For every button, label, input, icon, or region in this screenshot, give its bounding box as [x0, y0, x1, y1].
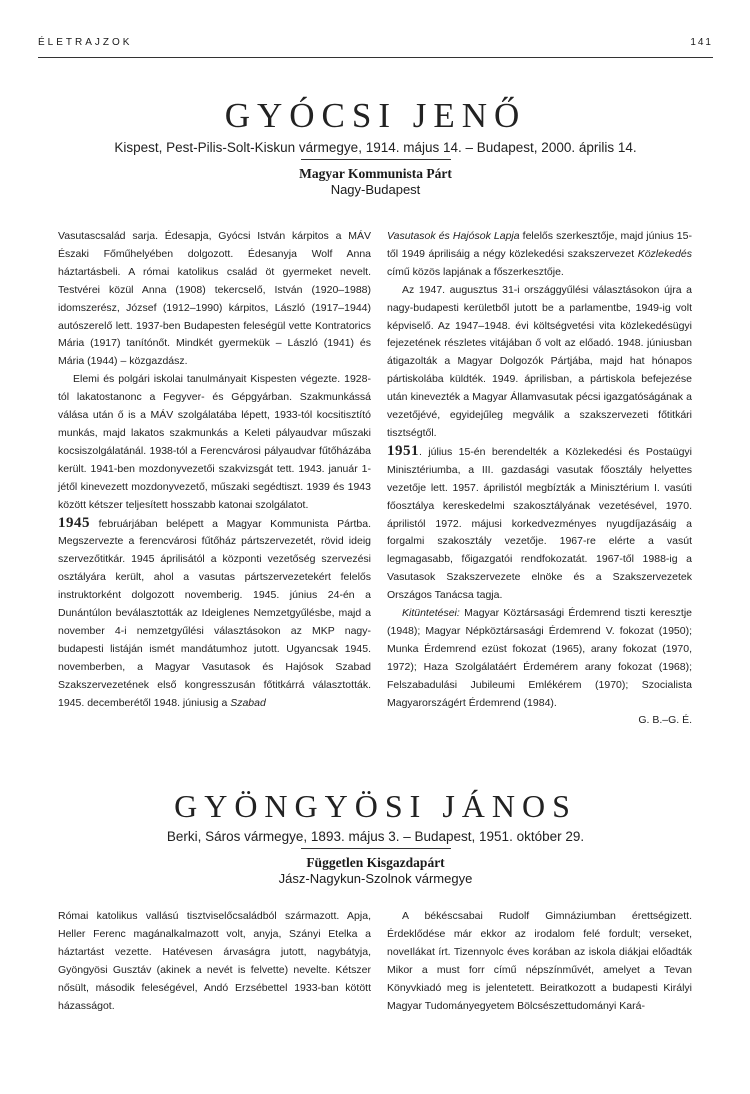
paragraph: Elemi és polgári iskolai tanulmányait Kispesten végezte. 1928-tól lakatostanonc a Fegyver- és Gépgyárban. Szakmunkássá válása után ő is a MÁV szolgálatába lépett, 1933-tól kocsitisztító munkás, majd lakatos szakmunkás a Keleti pályaudvar műszaki kocsiszolgálatánál. 1938-tól a Ferencvárosi pályaudvar fűtőházába került. 1941-ben mozdonyvezetői szakvizsgát tett. 1943. január 1-jétől kinevezett mozdonyvezető, műszaki segédtiszt. 1939 és 1943 között kétszer teljesített hosszabb katonai szolgálatot. — [58, 373, 371, 511]
entry-left-column — [58, 908, 371, 1015]
entry-left-column — [58, 228, 371, 712]
italic-text: Közlekedés — [637, 247, 692, 260]
header-rule — [38, 57, 713, 58]
paragraph-text: felelős szerkesztője, majd június 15-től 1949 áprilisáig a négy közlekedési szakszervezet — [387, 230, 692, 260]
running-head — [38, 37, 713, 53]
section-title: ÉLETRAJZOK — [38, 37, 133, 48]
entry-district: Nagy-Budapest — [330, 182, 421, 197]
entry-divider — [301, 159, 451, 160]
entry-birth-death: Berki, Sáros vármegye, 1893. május 3. – Budapest, 1951. október 29. — [166, 829, 585, 844]
entry-right-column — [387, 228, 692, 730]
entry-party: Független Kisgazdapárt — [306, 855, 445, 870]
paragraph: Vasutascsalád sarja. Édesapja, Gyócsi István kárpitos a MÁV Északi Főműhelyében dolgozott. Édesanyja Wolf Anna háztartásbeli. A római katolikus család öt gyermeket nevelt. Testvérei közül Anna (1908) tekercselő, István (1920–1988) idomszerész, József (1912–1990) kárpitos, László (1917–1944) autószerelő lett. 1937-ben Budapesten feleségül vette Kontratorics Mária (1917) tanítónőt. Mindkét gyermekük – László (1941) és Mária (1944) – közgazdász. — [58, 230, 371, 368]
paragraph-text: című közös lapjának a főszerkesztője. — [387, 265, 564, 278]
entry-divider — [301, 848, 451, 849]
entry-party: Magyar Kommunista Párt — [299, 166, 452, 181]
entry-district: Jász-Nagykun-Szolnok vármegye — [278, 871, 473, 886]
paragraph — [387, 443, 692, 605]
entry-name: GYÓCSI JENŐ — [224, 96, 527, 135]
author-signature: G. B.–G. É. — [638, 714, 692, 727]
italic-text: Kitüntetései: — [402, 607, 460, 620]
entry-birth-death: Kispest, Pest-Pilis-Solt-Kiskun vármegye, 1914. május 14. – Budapest, 2000. április 14. — [114, 140, 637, 155]
page-number: 141 — [690, 37, 713, 48]
paragraph-text: . július 15-én berendelték a Közlekedési és Postaügyi Minisztériumba, a III. gazdasági vasutak főosztály helyettes vezetője lett. 1957. áprilistól megbízták a Minisztérium I. vasúti főosztálya kereskedelmi szakosztályának vezetésével, 1970. áprilistól 1972. májusi korkedvezményes nyugdíjazásáig a forgalmi szakosztály vezetője. 1967-re elérte a vasút legmagasabb, főigazgatói rendfokozatát. 1967-től 1988-ig a Vasutasok Szakszervezete elnöke és a Szakszervezetek Országos Tanácsa tagja. — [387, 445, 692, 602]
entry-name: GYÖNGYÖSI JÁNOS — [174, 788, 577, 824]
paragraph: Római katolikus vallású tisztviselőcsaládból származott. Apja, Heller Ferenc magánalkalmazott volt, anyja, Szányi Etelka a háztartást vezette. Hatévesen árvaságra jutott, nagybátyja, Gyöngyösi Gusztáv (akinek a nevét is felvette) nevelte. Kétszer nősült, második feleségével, Andó Erzsébettel 1933-ban kötött házasságot. — [58, 910, 371, 1012]
year-initial: 1951 — [387, 442, 419, 459]
entry-heading — [38, 96, 713, 197]
italic-text: Vasutasok és Hajósok Lapja — [387, 230, 520, 242]
paragraph: Az 1947. augusztus 31-i országgyűlési választásokon újra a nagy-budapesti kerületből jutott be a parlamentbe, 1949-ig volt képviselő. Az 1947–1948. évi költségvetési vita közlekedésügyi fejezetének részletes vitájában ő volt az előadó. 1948. júniusban átigazolták a Magyar Dolgozók Pártjába, majd hat hónapos pártiskolába küldték. 1949. áprilisban, a pártiskola befejezése után kinevezték a Magyar Államvasutak pécsi igazgatóságának a vezetőjévé, egyidejűleg megválik a szakszervezeti főtitkári tisztségtől. — [387, 283, 692, 439]
paragraph: A békéscsabai Rudolf Gimnáziumban érettségizett. Érdeklődése már ekkor az irodalom felé fordult; verseket, noveIlákat írt. Tizennyolc éves korában az iskola diákjai előadták Mikor a must forr című népszínművét, amelyet a Tevan Könyvkiadó meg is jelentetett. Beiratkozott a budapesti Királyi Magyar Tudományegyetem Bölcsészettudományi Kará- — [387, 910, 692, 1012]
entry-heading — [38, 787, 713, 886]
paragraph-text: februárjában belépett a Magyar Kommunista Pártba. Megszervezte a ferencvárosi fűtőház pártszervezetét, rövid ideig szervezőtitkár. 1945 áprilisától a központi vezetőség szervezési osztályára került, ahol a vasutas pártszervezetekért felelős instruktorként dolgozott novemberig. 1945. június 24-én a Dunántúlon beválasztották az Ideiglenes Nemzetgyűlésbe, majd a november 4-i nemzetgyűlési választásokon az MKP nagy-budapesti listáján ismét mandátumhoz jutott. Ugyancsak 1945. novemberben, a Magyar Vasutasok és Hajósok Szabad Szakszervezetének első kongresszusán főtitkárrá választották. 1945. decemberétől 1948. júniusig a — [58, 517, 371, 709]
paragraph-text: Magyar Köztársasági Érdemrend tiszti keresztje (1948); Magyar Népköztársasági Érdemrend V. fokozat (1950); Munka Érdemrend ezüst fokozat (1965), arany fokozat (1970, 1972); Haza Szolgálatáért Érdemérem arany fokozat (1968); Felszabadulási Jubileumi Emlékérem (1970); Szocialista Magyarországért Érdemrend (1984). — [387, 607, 692, 709]
year-initial: 1945 — [58, 514, 90, 531]
paragraph — [387, 228, 692, 282]
paragraph — [58, 515, 371, 713]
italic-text: Szabad — [230, 696, 266, 709]
entry-right-column — [387, 908, 692, 1015]
paragraph — [387, 605, 692, 712]
